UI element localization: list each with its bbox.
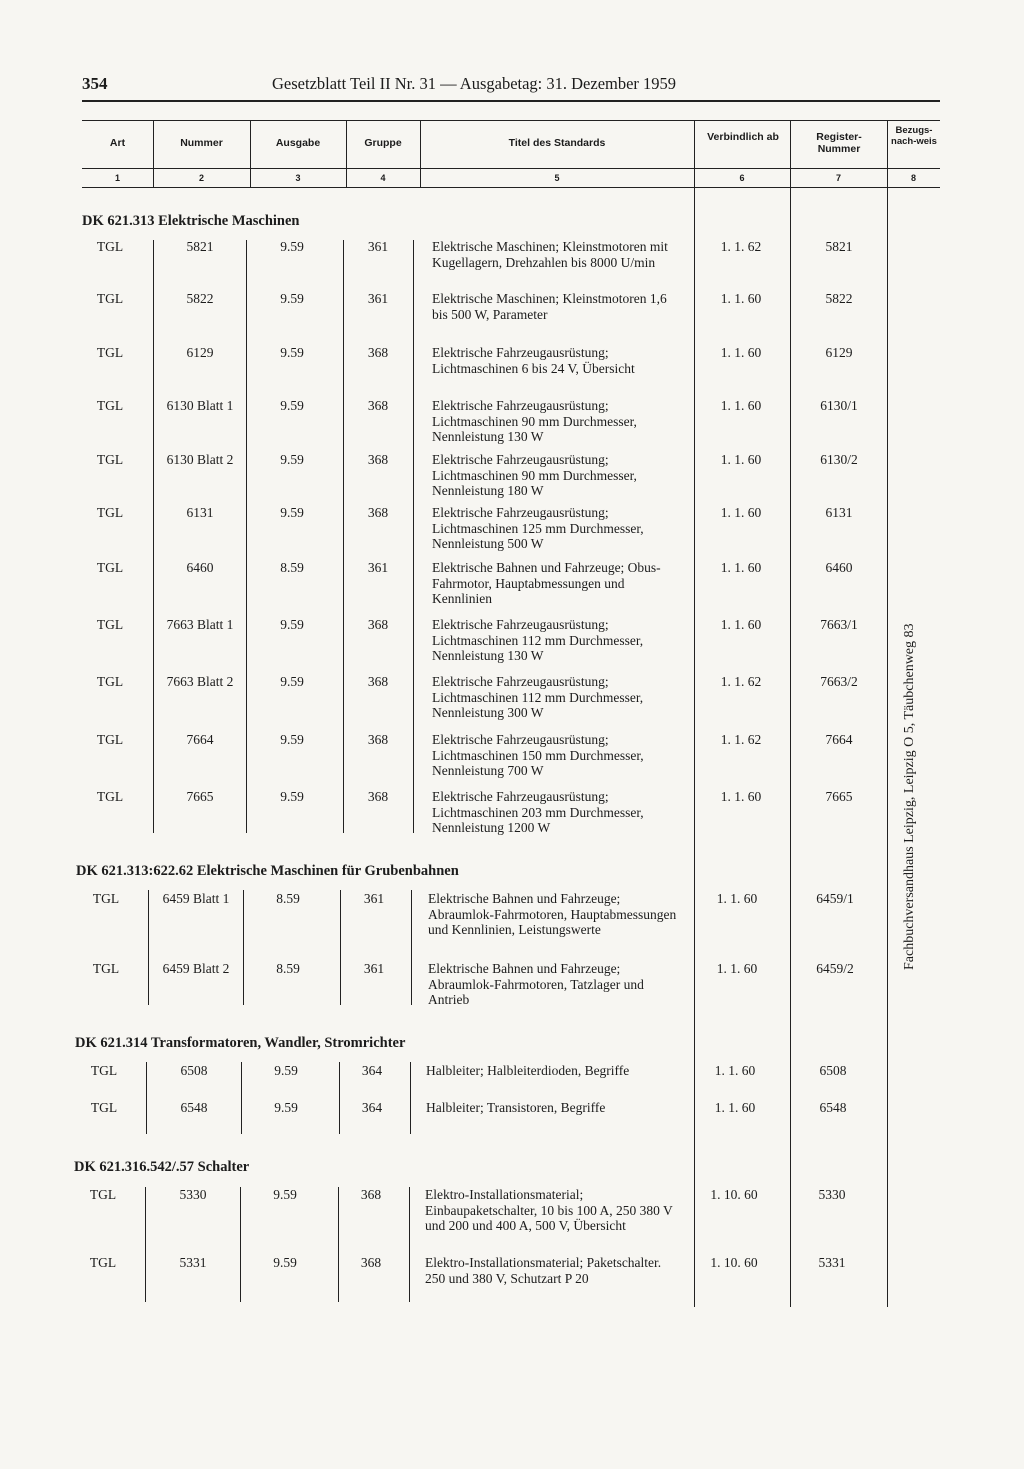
col-number: 8 <box>910 173 916 183</box>
cell-nummer: 6131 <box>186 505 214 520</box>
column-rule <box>790 187 791 1307</box>
cell-gruppe: 368 <box>367 617 389 632</box>
column-rule <box>241 1062 242 1134</box>
cell-gruppe: 361 <box>363 891 385 906</box>
cell-art: TGL <box>96 789 124 804</box>
cell-nummer: 7665 <box>186 789 214 804</box>
cell-art: TGL <box>96 617 124 632</box>
cell-titel: Elektrische Fahrzeugausrüstung; Lichtmaschinen 112 mm Durchmesser, Nennleistung 130 W <box>432 617 644 663</box>
cell-titel: Elektro-Installationsmaterial; Paketschalter. 250 und 380 V, Schutzart P 20 <box>425 1255 662 1286</box>
cell-art: TGL <box>92 891 120 906</box>
cell-register: 7663/1 <box>820 617 858 632</box>
cell-ausgabe: 8.59 <box>276 961 300 976</box>
cell-register: 5331 <box>818 1255 846 1270</box>
cell-verbindlich: 1. 1. 60 <box>716 961 758 976</box>
cell-ausgabe: 9.59 <box>273 1255 297 1270</box>
cell-nummer: 7663 Blatt 1 <box>166 617 234 632</box>
bezugsnachweis-note: Fachbuchversandhaus Leipzig, Leipzig O 5, Täubchenweg 83 <box>902 623 917 970</box>
cell-gruppe: 364 <box>361 1100 383 1115</box>
cell-titel: Elektrische Fahrzeugausrüstung; Lichtmaschinen 6 bis 24 V, Übersicht <box>432 345 635 376</box>
cell-ausgabe: 9.59 <box>280 674 304 689</box>
column-rule <box>240 1187 241 1302</box>
cell-nummer: 6459 Blatt 2 <box>162 961 230 976</box>
col-header-register: Register-Nummer <box>816 131 862 156</box>
cell-art: TGL <box>96 505 124 520</box>
cell-nummer: 6129 <box>186 345 214 360</box>
cell-register: 6131 <box>825 505 853 520</box>
cell-register: 7665 <box>825 789 853 804</box>
cell-gruppe: 368 <box>367 505 389 520</box>
cell-titel: Halbleiter; Halbleiterdioden, Begriffe <box>426 1063 630 1078</box>
section-heading: DK 621.313 Elektrische Maschinen <box>82 213 300 229</box>
cell-gruppe: 368 <box>367 732 389 747</box>
column-rule <box>246 240 247 833</box>
column-rule <box>339 1062 340 1134</box>
cell-verbindlich: 1. 1. 60 <box>720 789 762 804</box>
cell-art: TGL <box>96 398 124 413</box>
col-number: 2 <box>198 173 204 183</box>
cell-art: TGL <box>96 452 124 467</box>
cell-gruppe: 361 <box>367 291 389 306</box>
cell-gruppe: 368 <box>367 674 389 689</box>
col-number: 7 <box>835 173 841 183</box>
section-heading: DK 621.313:622.62 Elektrische Maschinen für Grubenbahnen <box>76 863 459 879</box>
cell-verbindlich: 1. 1. 60 <box>714 1100 756 1115</box>
cell-verbindlich: 1. 1. 60 <box>720 617 762 632</box>
col-header-titel: Titel des Standards <box>508 137 606 149</box>
cell-nummer: 6130 Blatt 1 <box>166 398 234 413</box>
cell-verbindlich: 1. 1. 60 <box>720 560 762 575</box>
cell-art: TGL <box>96 560 124 575</box>
cell-register: 6508 <box>819 1063 847 1078</box>
cell-titel: Elektrische Bahnen und Fahrzeuge; Abraumlok-Fahrmotoren, Hauptabmessungen und Kennlinien, Leistungswerte <box>428 891 677 937</box>
column-rule <box>145 1187 146 1302</box>
cell-titel: Elektro-Installationsmaterial; Einbaupaketschalter, 10 bis 100 A, 250 380 V und 200 und 400 A, 500 V, Übersicht <box>425 1187 673 1233</box>
cell-titel: Elektrische Fahrzeugausrüstung; Lichtmaschinen 90 mm Durchmesser, Nennleistung 130 W <box>432 398 637 444</box>
cell-ausgabe: 8.59 <box>276 891 300 906</box>
section-heading: DK 621.316.542/.57 Schalter <box>74 1159 250 1175</box>
column-rule <box>338 1187 339 1302</box>
cell-ausgabe: 9.59 <box>280 291 304 306</box>
cell-titel: Halbleiter; Transistoren, Begriffe <box>426 1100 606 1115</box>
cell-art: TGL <box>90 1063 118 1078</box>
cell-nummer: 5821 <box>186 239 214 254</box>
cell-verbindlich: 1. 1. 62 <box>720 239 762 254</box>
cell-nummer: 6508 <box>180 1063 208 1078</box>
cell-art: TGL <box>96 239 124 254</box>
cell-nummer: 5330 <box>179 1187 207 1202</box>
cell-ausgabe: 9.59 <box>280 732 304 747</box>
cell-register: 6459/1 <box>816 891 854 906</box>
cell-verbindlich: 1. 10. 60 <box>710 1187 758 1202</box>
cell-verbindlich: 1. 1. 60 <box>716 891 758 906</box>
cell-verbindlich: 1. 1. 60 <box>720 505 762 520</box>
cell-titel: Elektrische Fahrzeugausrüstung; Lichtmaschinen 112 mm Durchmesser, Nennleistung 300 W <box>432 674 644 720</box>
cell-nummer: 6459 Blatt 1 <box>162 891 230 906</box>
column-rule <box>413 240 414 833</box>
cell-titel: Elektrische Fahrzeugausrüstung; Lichtmaschinen 90 mm Durchmesser, Nennleistung 180 W <box>432 452 637 498</box>
cell-register: 7663/2 <box>820 674 858 689</box>
col-header-ausgabe: Ausgabe <box>275 137 321 149</box>
cell-art: TGL <box>89 1187 117 1202</box>
column-rule <box>243 890 244 1005</box>
column-rule <box>153 240 154 833</box>
cell-register: 5822 <box>825 291 853 306</box>
cell-art: TGL <box>96 674 124 689</box>
cell-ausgabe: 9.59 <box>280 452 304 467</box>
cell-ausgabe: 9.59 <box>280 398 304 413</box>
cell-register: 6548 <box>819 1100 847 1115</box>
cell-register: 5821 <box>825 239 853 254</box>
cell-art: TGL <box>89 1255 117 1270</box>
cell-titel: Elektrische Fahrzeugausrüstung; Lichtmaschinen 125 mm Durchmesser, Nennleistung 500 W <box>432 505 644 551</box>
cell-verbindlich: 1. 1. 60 <box>714 1063 756 1078</box>
column-rule <box>411 890 412 1005</box>
cell-ausgabe: 9.59 <box>274 1100 298 1115</box>
col-header-gruppe: Gruppe <box>364 137 402 149</box>
cell-verbindlich: 1. 1. 62 <box>720 674 762 689</box>
cell-register: 6460 <box>825 560 853 575</box>
col-header-bezugsnachweis: Bezugs-nach-weis <box>891 125 937 147</box>
page-title: Gesetzblatt Teil II Nr. 31 — Ausgabetag: 31. Dezember 1959 <box>272 74 677 93</box>
col-number: 3 <box>295 173 301 183</box>
cell-titel: Elektrische Fahrzeugausrüstung; Lichtmaschinen 150 mm Durchmesser, Nennleistung 700 W <box>432 732 644 778</box>
cell-gruppe: 361 <box>367 560 389 575</box>
cell-verbindlich: 1. 1. 60 <box>720 452 762 467</box>
cell-ausgabe: 9.59 <box>273 1187 297 1202</box>
col-number: 6 <box>739 173 745 183</box>
cell-verbindlich: 1. 1. 60 <box>720 291 762 306</box>
column-rule <box>146 1062 147 1134</box>
cell-gruppe: 368 <box>367 398 389 413</box>
cell-register: 6459/2 <box>816 961 854 976</box>
cell-gruppe: 368 <box>360 1187 382 1202</box>
cell-gruppe: 368 <box>367 452 389 467</box>
cell-ausgabe: 9.59 <box>280 345 304 360</box>
cell-register: 6129 <box>825 345 853 360</box>
column-rule <box>340 890 341 1005</box>
cell-titel: Elektrische Maschinen; Kleinstmotoren 1,6 bis 500 W, Parameter <box>432 291 667 322</box>
col-header-art: Art <box>109 137 126 149</box>
page-number: 354 <box>82 74 108 93</box>
col-number: 5 <box>554 173 560 183</box>
cell-ausgabe: 9.59 <box>280 239 304 254</box>
cell-gruppe: 368 <box>367 345 389 360</box>
cell-gruppe: 361 <box>367 239 389 254</box>
cell-verbindlich: 1. 1. 60 <box>720 398 762 413</box>
cell-register: 5330 <box>818 1187 846 1202</box>
cell-nummer: 5822 <box>186 291 214 306</box>
cell-verbindlich: 1. 10. 60 <box>710 1255 758 1270</box>
cell-art: TGL <box>96 291 124 306</box>
cell-nummer: 6548 <box>180 1100 208 1115</box>
cell-verbindlich: 1. 1. 62 <box>720 732 762 747</box>
cell-verbindlich: 1. 1. 60 <box>720 345 762 360</box>
cell-art: TGL <box>92 961 120 976</box>
cell-register: 6130/1 <box>820 398 858 413</box>
header-rule <box>82 100 940 102</box>
column-rule <box>409 1187 410 1302</box>
col-number: 4 <box>380 173 386 183</box>
cell-art: TGL <box>96 345 124 360</box>
column-rule <box>694 187 695 1307</box>
cell-ausgabe: 9.59 <box>280 505 304 520</box>
column-rule <box>887 187 888 1307</box>
cell-titel: Elektrische Bahnen und Fahrzeuge; Abraumlok-Fahrmotoren, Tatzlager und Antrieb <box>428 961 644 1007</box>
cell-titel: Elektrische Fahrzeugausrüstung; Lichtmaschinen 203 mm Durchmesser, Nennleistung 1200 W <box>432 789 644 835</box>
cell-gruppe: 368 <box>360 1255 382 1270</box>
cell-register: 7664 <box>825 732 853 747</box>
cell-nummer: 7664 <box>186 732 214 747</box>
col-number: 1 <box>114 173 120 183</box>
cell-ausgabe: 8.59 <box>280 560 304 575</box>
cell-nummer: 6130 Blatt 2 <box>166 452 234 467</box>
cell-titel: Elektrische Bahnen und Fahrzeuge; Obus-Fahrmotor, Hauptabmessungen und Kennlinien <box>432 560 661 606</box>
cell-ausgabe: 9.59 <box>280 617 304 632</box>
cell-art: TGL <box>90 1100 118 1115</box>
cell-art: TGL <box>96 732 124 747</box>
section-heading: DK 621.314 Transformatoren, Wandler, Stromrichter <box>75 1035 406 1051</box>
cell-ausgabe: 9.59 <box>280 789 304 804</box>
column-rule <box>410 1062 411 1134</box>
cell-gruppe: 368 <box>367 789 389 804</box>
cell-gruppe: 364 <box>361 1063 383 1078</box>
cell-nummer: 7663 Blatt 2 <box>166 674 234 689</box>
column-rule <box>148 890 149 1005</box>
column-rule <box>343 240 344 833</box>
cell-nummer: 5331 <box>179 1255 207 1270</box>
cell-ausgabe: 9.59 <box>274 1063 298 1078</box>
cell-register: 6130/2 <box>820 452 858 467</box>
col-header-verbindlich: Verbindlich ab <box>707 131 779 143</box>
cell-titel: Elektrische Maschinen; Kleinstmotoren mit Kugellagern, Drehzahlen bis 8000 U/min <box>432 239 668 270</box>
col-header-nummer: Nummer <box>180 137 223 149</box>
cell-gruppe: 361 <box>363 961 385 976</box>
cell-nummer: 6460 <box>186 560 214 575</box>
